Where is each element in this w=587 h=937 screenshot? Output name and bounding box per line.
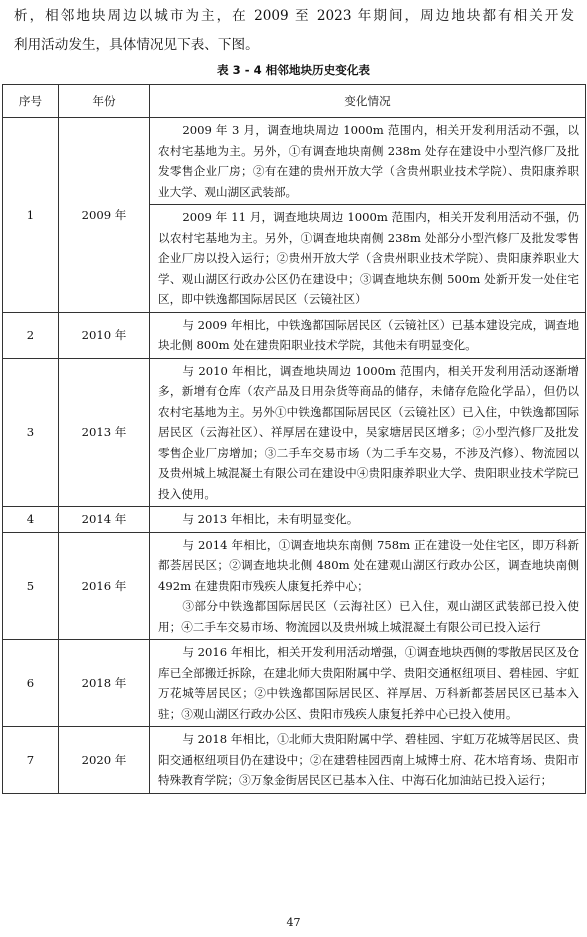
row-number-cell: 7 xyxy=(3,727,59,794)
table-row xyxy=(3,640,586,727)
change-paragraph: 与 2018 年相比，①北师大贵阳附属中学、碧桂园、宇虹万花城等居民区、贵阳交通枢纽项目仍在建设中；②在建碧桂园西南上城博士府、花木培育场、贵阳市特殊教育学院；③万象金街居民区已基本入住、中海石化加油站已投入运行； xyxy=(158,732,579,787)
change-paragraph: ③部分中铁逸都国际居民区（云海社区）已入住，观山湖区武装部已投入使用；④二手车交易市场、物流园以及贵州城上城混凝土有限公司已投入运行 xyxy=(158,599,579,634)
table-row xyxy=(3,312,586,358)
change-cell xyxy=(150,727,586,794)
change-text xyxy=(150,533,585,640)
change-cell xyxy=(150,205,586,313)
change-text xyxy=(150,205,585,312)
intro-line-1: 析，相邻地块周边以城市为主，在 2009 至 2023 年期间，周边地块都有相关开发 xyxy=(14,8,574,24)
change-paragraph: 2009 年 3 月，调查地块周边 1000m 范围内，相关开发利用活动不强，以农村宅基地为主。另外，①有调查地块南侧 238m 处存在建设中小型汽修厂及批发零售企业厂房；②有在建的贵州开放大学（含贵州职业技术学院）、贵阳康养职业大学、观山湖区武装部。 xyxy=(158,123,579,199)
table-row xyxy=(3,118,586,205)
change-paragraph: 与 2016 年相比，相关开发利用活动增强，①调查地块西侧的零散居民区及仓库已全部搬迁拆除，在建北师大贵阳附属中学、贵阳交通枢纽项目、碧桂园、宇虹万花城等居民区；②中铁逸都国际居民区、祥厚居、万科新都荟居民区已基本入驻；③观山湖区行政办公区、贵阳市残疾人康复托养中心已投入使用。 xyxy=(158,645,579,721)
change-cell xyxy=(150,118,586,205)
row-number-cell: 3 xyxy=(3,358,59,507)
change-text xyxy=(150,359,585,507)
year-cell: 2014 年 xyxy=(59,507,150,533)
year-cell: 2018 年 xyxy=(59,640,150,727)
change-cell xyxy=(150,532,586,640)
page-number: 47 xyxy=(286,916,301,929)
intro-line-2: 利用活动发生，具体情况见下表、下图。 xyxy=(14,37,259,53)
history-change-table xyxy=(2,84,586,794)
table-row xyxy=(3,727,586,794)
change-text xyxy=(150,313,585,358)
year-cell: 2020 年 xyxy=(59,727,150,794)
table-row xyxy=(3,358,586,507)
year-cell: 2009 年 xyxy=(59,118,150,313)
table-row xyxy=(3,532,586,640)
change-cell xyxy=(150,507,586,533)
row-number-cell: 2 xyxy=(3,312,59,358)
change-paragraph: 与 2013 年相比，未有明显变化。 xyxy=(182,512,359,526)
change-paragraph: 与 2014 年相比，①调查地块东南侧 758m 正在建设一处住宅区，即万科新都荟居民区；②调查地块北侧 480m 处在建观山湖区行政办公区，调查地块南侧 492m 在建贵阳市残疾人康复托养中心； xyxy=(158,537,579,593)
change-paragraph: 与 2010 年相比，调查地块周边 1000m 范围内，相关开发利用活动逐渐增多，新增有仓库（农产品及日用杂货等商品的储存，未储存危险化学品），但仍以农村宅基地为主。另外①中铁逸都国际居民区（云镜社区）已入住，中铁逸都国际居民区（云海社区）、祥厚居在建设中，吴家塘居民区增多；②小型汽修厂及批发零售企业厂房增加；③二手车交易市场（为二手车交易，不涉及汽修）、物流园以及贵州城上城混凝土有限公司在建设中④贵阳康养职业大学、贵阳职业技术学院已投入使用。 xyxy=(158,363,579,501)
header-change: 变化情况 xyxy=(150,85,586,118)
row-number-cell: 6 xyxy=(3,640,59,727)
table-header-row xyxy=(3,85,586,118)
row-number-cell: 5 xyxy=(3,532,59,640)
row-number-cell: 1 xyxy=(3,118,59,313)
year-cell: 2010 年 xyxy=(59,312,150,358)
year-cell: 2013 年 xyxy=(59,358,150,507)
change-paragraph: 与 2009 年相比，中铁逸都国际居民区（云镜社区）已基本建设完成，调查地块北侧 800m 处在建贵阳职业技术学院，其他未有明显变化。 xyxy=(158,317,579,352)
change-text xyxy=(150,640,585,726)
table-caption: 表 3 - 4 相邻地块历史变化表 xyxy=(216,63,371,77)
header-year: 年份 xyxy=(59,85,150,118)
year-cell: 2016 年 xyxy=(59,532,150,640)
table-row xyxy=(3,507,586,533)
change-cell xyxy=(150,358,586,507)
header-no: 序号 xyxy=(3,85,59,118)
change-cell xyxy=(150,640,586,727)
intro-paragraph xyxy=(14,2,574,60)
row-number-cell: 4 xyxy=(3,507,59,533)
change-text xyxy=(150,727,585,793)
change-text xyxy=(150,507,585,532)
change-text xyxy=(150,118,585,204)
change-cell xyxy=(150,312,586,358)
change-paragraph: 2009 年 11 月，调查地块周边 1000m 范围内，相关开发利用活动不强，仍以农村宅基地为主。另外，①调查地块南侧 238m 处部分小型汽修厂及批发零售企业厂房以投入运行；②贵州开放大学（含贵州职业技术学院）、贵阳康养职业大学、观山湖区行政办公区仍在建设中；③调查地块东侧 500m 处新开发一处住宅区，即中铁逸都国际居民区（云镜社区） xyxy=(158,210,579,306)
